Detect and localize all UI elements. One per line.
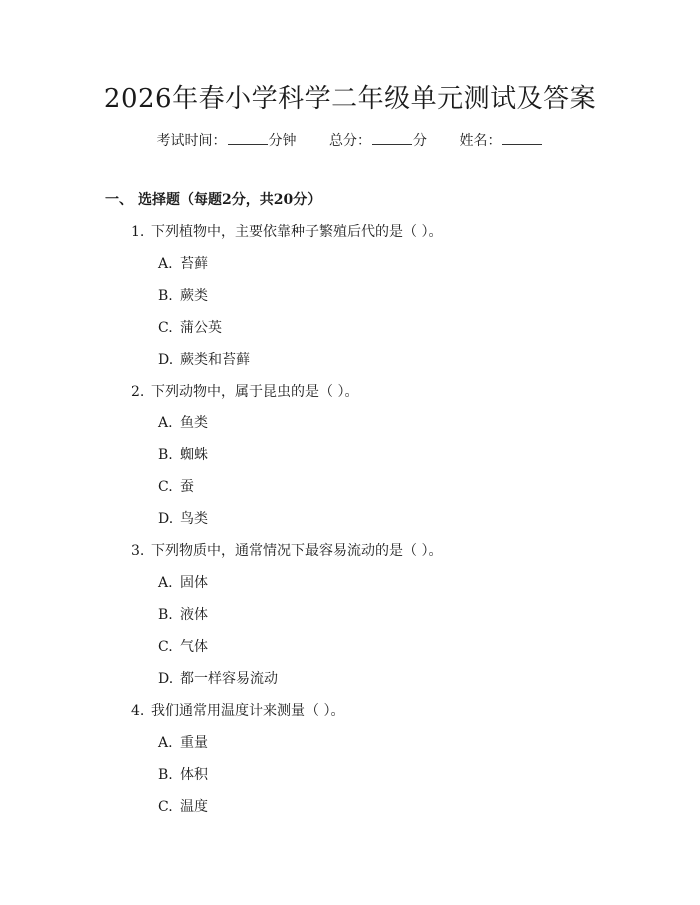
option-1a[interactable] bbox=[158, 254, 208, 274]
option-text: 重量 bbox=[180, 735, 208, 751]
score-blank[interactable] bbox=[372, 130, 412, 145]
option-letter: D. bbox=[158, 671, 174, 687]
option-2a[interactable] bbox=[158, 413, 208, 433]
section-title: 选择题（每题2分，共20分） bbox=[138, 192, 322, 208]
option-letter: C. bbox=[158, 479, 173, 495]
option-text: 蕨类和苔藓 bbox=[180, 352, 250, 368]
time-unit: 分钟 bbox=[268, 133, 297, 149]
score-label: 总分： bbox=[329, 133, 371, 149]
option-text: 蒲公英 bbox=[180, 320, 222, 336]
option-letter: A. bbox=[158, 735, 173, 751]
exam-meta bbox=[0, 130, 700, 151]
question-4 bbox=[131, 701, 344, 721]
student-name bbox=[459, 130, 543, 151]
question-text: 下列植物中，主要依靠种子繁殖后代的是（ ）。 bbox=[151, 224, 443, 240]
option-letter: A. bbox=[158, 256, 173, 272]
question-number: 4. bbox=[131, 703, 145, 719]
option-text: 鸟类 bbox=[180, 511, 208, 527]
option-letter: B. bbox=[158, 447, 173, 463]
exam-time bbox=[157, 130, 297, 151]
option-3a[interactable] bbox=[158, 573, 208, 593]
option-2b[interactable] bbox=[158, 445, 208, 465]
section-number: 一、 bbox=[105, 192, 133, 208]
option-letter: B. bbox=[158, 767, 173, 783]
score-unit: 分 bbox=[413, 133, 427, 149]
option-text: 体积 bbox=[180, 767, 208, 783]
option-text: 液体 bbox=[180, 607, 208, 623]
name-label: 姓名： bbox=[459, 133, 502, 149]
total-score bbox=[329, 130, 427, 151]
option-text: 蕨类 bbox=[180, 288, 208, 304]
option-text: 蜘蛛 bbox=[180, 447, 208, 463]
time-label: 考试时间： bbox=[156, 133, 227, 149]
option-1c[interactable] bbox=[158, 318, 222, 338]
question-3 bbox=[131, 541, 442, 561]
option-3d[interactable] bbox=[158, 669, 278, 689]
option-text: 固体 bbox=[180, 575, 208, 591]
option-4a[interactable] bbox=[158, 733, 208, 753]
option-1b[interactable] bbox=[158, 286, 208, 306]
option-text: 蚕 bbox=[180, 479, 194, 495]
option-text: 都一样容易流动 bbox=[180, 671, 278, 687]
option-3c[interactable] bbox=[158, 637, 208, 657]
option-letter: C. bbox=[158, 799, 173, 815]
question-number: 3. bbox=[131, 543, 145, 559]
page-title: 2026年春小学科学二年级单元测试及答案 bbox=[103, 84, 597, 114]
option-4c[interactable] bbox=[158, 797, 208, 817]
question-2 bbox=[131, 382, 358, 402]
option-letter: D. bbox=[158, 511, 174, 527]
option-letter: A. bbox=[158, 575, 173, 591]
section-heading bbox=[105, 190, 321, 210]
question-1 bbox=[131, 222, 442, 242]
option-letter: C. bbox=[158, 320, 173, 336]
question-text: 下列动物中，属于昆虫的是（ ）。 bbox=[151, 384, 359, 400]
name-blank[interactable] bbox=[502, 130, 542, 145]
option-letter: C. bbox=[158, 639, 173, 655]
option-3b[interactable] bbox=[158, 605, 208, 625]
question-text: 下列物质中，通常情况下最容易流动的是（ ）。 bbox=[151, 543, 443, 559]
option-letter: A. bbox=[158, 415, 173, 431]
question-number: 1. bbox=[131, 224, 145, 240]
option-letter: B. bbox=[158, 288, 173, 304]
option-2c[interactable] bbox=[158, 477, 194, 497]
option-2d[interactable] bbox=[158, 509, 208, 529]
option-text: 鱼类 bbox=[180, 415, 208, 431]
option-letter: B. bbox=[158, 607, 173, 623]
time-blank[interactable] bbox=[228, 130, 268, 145]
option-text: 苔藓 bbox=[180, 256, 208, 272]
question-number: 2. bbox=[131, 384, 145, 400]
option-1d[interactable] bbox=[158, 350, 250, 370]
option-4b[interactable] bbox=[158, 765, 208, 785]
option-text: 气体 bbox=[180, 639, 208, 655]
question-text: 我们通常用温度计来测量（ ）。 bbox=[151, 703, 345, 719]
option-letter: D. bbox=[158, 352, 174, 368]
option-text: 温度 bbox=[180, 799, 208, 815]
